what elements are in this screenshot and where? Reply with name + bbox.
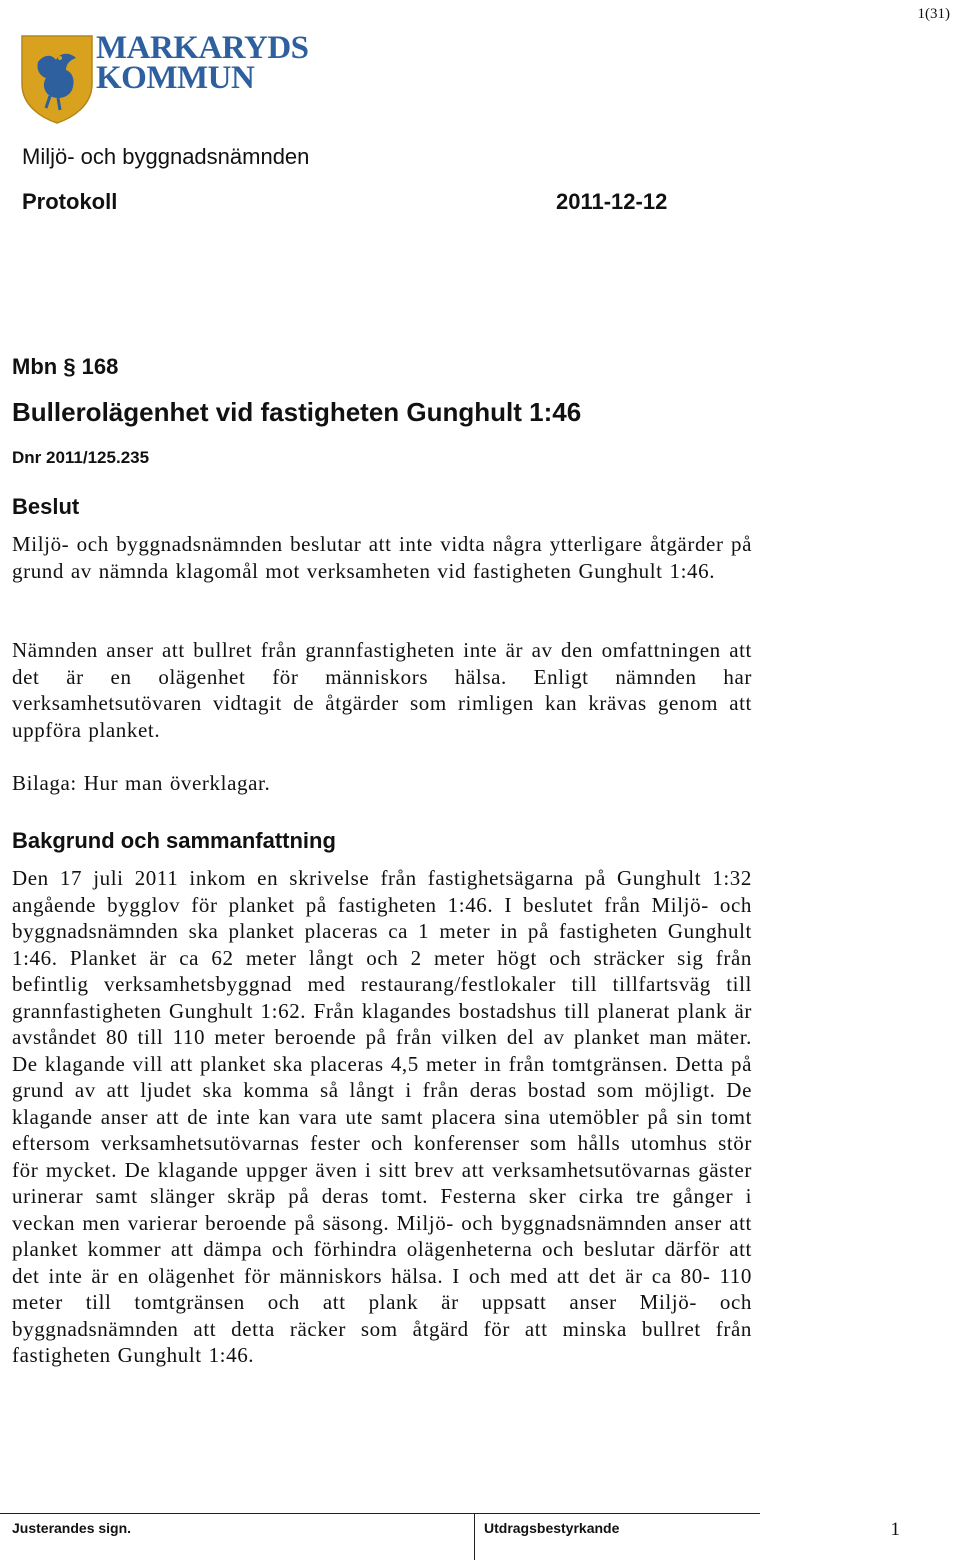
case-number: Dnr 2011/125.235: [12, 448, 150, 467]
board-name: Miljö- och byggnadsnämnden: [22, 144, 310, 169]
logo-line-1: MARKARYDS: [96, 30, 309, 66]
decision-reasoning: Nämnden anser att bullret från grannfastigheten inte är av den omfattningen att det är en olägenhet för människors hälsa. Enligt nämnden har verksamhetsutövaren vidtagit de åtgärder som rimligen kan krävas genom att uppföra planket.: [12, 638, 752, 742]
decision-heading: Beslut: [12, 494, 80, 519]
doc-type: Protokoll: [22, 189, 118, 214]
background-paragraph: Den 17 juli 2011 inkom en skrivelse från fastighetsägarna på Gunghult 1:32 angående bygglov för planket på fastigheten 1:46. I beslutet från Miljö- och byggnadsnämnden ska planket placeras ca 1 meter in på fastigheten Gunghult 1:46. Planket är ca 62 meter långt och 2 meter högt och sträcker sig från befintlig verksamhetsbyggnad med restaurang/festlokaler till tillfartsväg till grannfastigheten Gunghult 1:62. Från klagandes bostadshus till planerat plank är avståndet 80 till 110 meter beroende på från vilken del av planket man mäter. De klagande vill att planket ska placeras 4,5 meter in från tomtgränsen. Detta på grund av att ljudet ska komma så långt i från deras bostad som möjligt. De klagande anser att de inte kan vara ute samt placera sina utemöbler på sin tomt eftersom verksamhetsutövarnas fester och konferenser som hålls utomhus stör för mycket. De klagande uppger även i sitt brev att verksamhetsutövarnas gäster urinerar samt slänger skräp på deras tomt. Festerna sker cirka tre gånger i veckan men varierar beroende på säsong. Miljö- och byggnadsnämnden anser att planket kommer att dämpa och förhindra olägenheterna och beslutar därför att det inte är en olägenhet för människors hälsa. I och med att det är ca 80- 110 meter till tomtgränsen och att plank är uppsatt anser Miljö- och byggnadsnämnden att detta räcker som åtgärd för att minska bullret från fastigheten Gunghult 1:46.: [12, 866, 752, 1367]
appendix-note: Bilaga: Hur man överklagar.: [12, 771, 271, 795]
footer-page-number: 1: [890, 1519, 900, 1540]
matter-title: Bullerolägenhet vid fastigheten Gunghult 1:46: [12, 397, 582, 427]
coat-of-arms-icon: [20, 32, 94, 124]
footer-divider: [474, 1513, 475, 1560]
extract-certification-label: Utdragsbestyrkande: [484, 1520, 620, 1536]
background-heading: Bakgrund och sammanfattning: [12, 828, 336, 853]
logo-line-2: KOMMUN: [96, 60, 255, 96]
page-indicator: 1(31): [917, 6, 950, 22]
meeting-date: 2011-12-12: [556, 189, 668, 214]
footer-rule: [0, 1513, 760, 1514]
logo-wordmark: [96, 30, 309, 96]
justify-signature-label: Justerandes sign.: [12, 1520, 132, 1536]
decision-paragraph: Miljö- och byggnadsnämnden beslutar att inte vidta några ytterligare åtgärder på grund av nämnda klagomål mot verksamheten vid fastigheten Gunghult 1:46.: [12, 532, 752, 583]
paragraph-number: Mbn § 168: [12, 354, 119, 379]
